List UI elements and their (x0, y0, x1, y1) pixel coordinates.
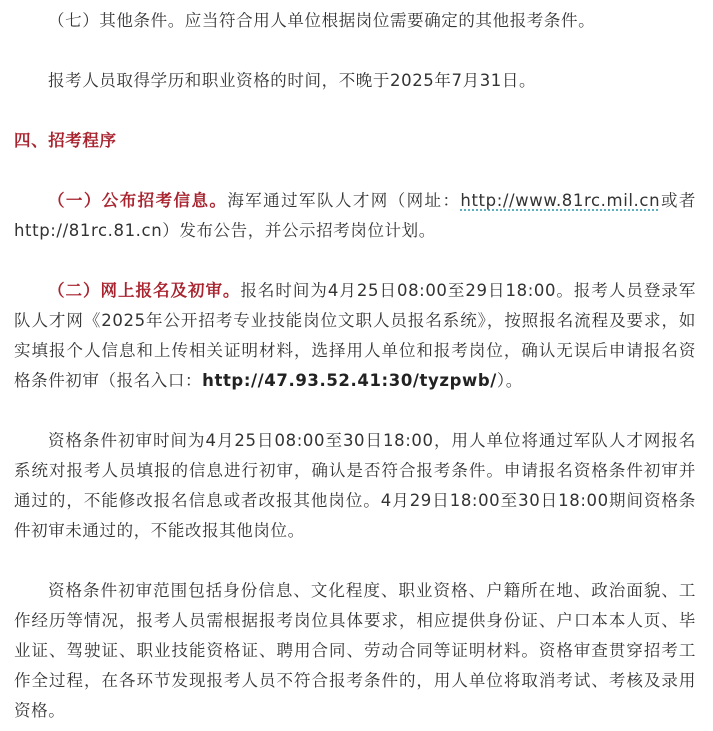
deadline-paragraph (14, 66, 696, 96)
condition-seven-paragraph (14, 6, 696, 36)
deadline-text: 报考人员取得学历和职业资格的时间，不晚于2025年7月31日。 (48, 71, 537, 90)
section-heading (14, 126, 696, 156)
registration-entry-link[interactable]: http://47.93.52.41:30/tyzpwb/ (202, 371, 497, 390)
registration-text-a: 报名时间为4月25日08:00至29日18:00。报考人员登录军队人才网《2025年公开招考专业技能岗位文职人员报名系统》，按照报名流程及要求，如实填报个人信息和上传相关证明材料，选择用人单位和报考岗位，确认无误后申请报名资格条件初审（报名入口： (14, 281, 696, 390)
publish-info-label: （一）公布招考信息。 (48, 191, 228, 210)
review-scope-paragraph (14, 576, 696, 726)
registration-label: （二）网上报名及初审。 (48, 281, 241, 300)
publish-info-text-a: 海军通过军队人才网（网址： (227, 191, 461, 210)
publish-info-paragraph (14, 186, 696, 246)
condition-seven-text: （七）其他条件。应当符合用人单位根据岗位需要确定的其他报考条件。 (48, 11, 596, 30)
section-heading-text: 四、招考程序 (14, 131, 117, 150)
review-time-text: 资格条件初审时间为4月25日08:00至30日18:00，用人单位将通过军队人才网报名系统对报考人员填报的信息进行初审，确认是否符合报考条件。申请报名资格条件初审并通过的，不能修改报名信息或者改报其他岗位。4月29日18:00至30日18:00期间资格条件初审未通过的，不能改报其他岗位。 (14, 431, 696, 540)
registration-paragraph (14, 276, 696, 396)
review-time-paragraph (14, 426, 696, 546)
review-scope-text: 资格条件初审范围包括身份信息、文化程度、职业资格、户籍所在地、政治面貌、工作经历等情况，报考人员需根据报考岗位具体要求，相应提供身份证、户口本本人页、毕业证、驾驶证、职业技能资格证、聘用合同、劳动合同等证明材料。资格审查贯穿招考工作全过程，在各环节发现报考人员不符合报考条件的，用人单位将取消考试、考核及录用资格。 (14, 581, 696, 720)
registration-text-b: ）。 (496, 371, 523, 390)
rc-website-link[interactable]: http://www.81rc.mil.cn (460, 191, 661, 210)
publish-info-text-b: 或者http://81rc.81.cn）发布公告，并公示招考岗位计划。 (14, 191, 697, 240)
